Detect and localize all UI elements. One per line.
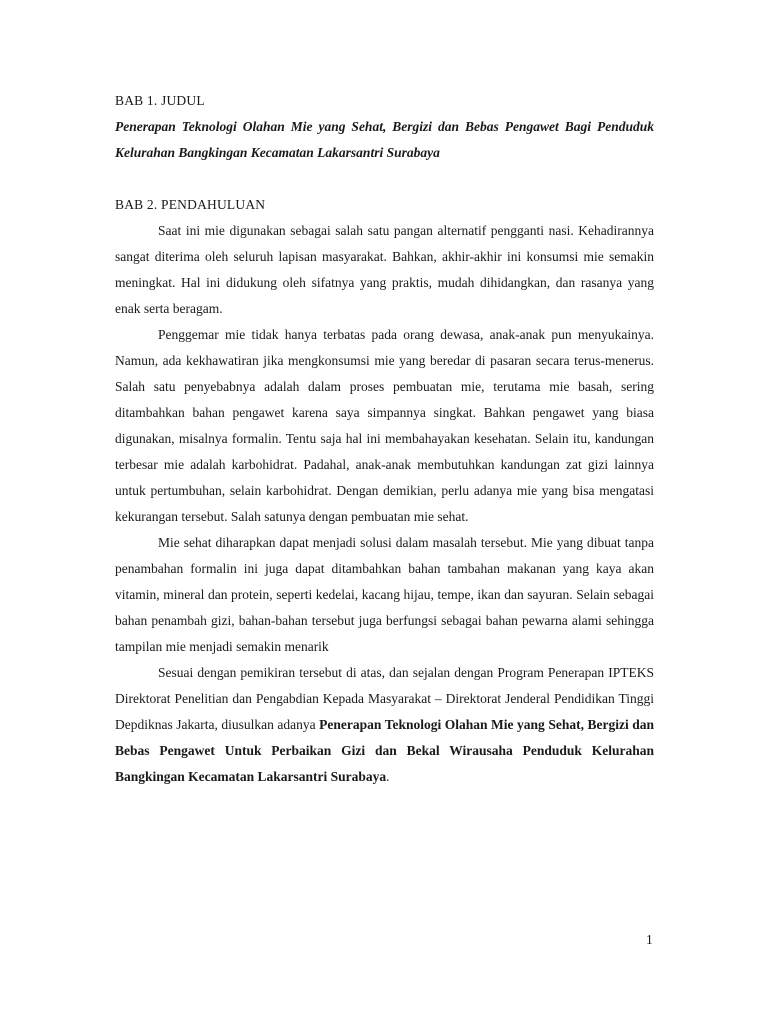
paragraph-4 xyxy=(115,660,654,790)
document-page xyxy=(115,88,654,790)
document-title: Penerapan Teknologi Olahan Mie yang Sehat, Bergizi dan Bebas Pengawet Bagi Penduduk Kelurahan Bangkingan Kecamatan Lakarsantri Surabaya xyxy=(115,119,654,160)
page-number: 1 xyxy=(646,932,653,947)
chapter-1-heading: BAB 1. JUDUL xyxy=(115,93,205,108)
paragraph-1: Saat ini mie digunakan sebagai salah satu pangan alternatif pengganti nasi. Kehadirannya sangat diterima oleh seluruh lapisan masyarakat. Bahkan, akhir-akhir ini konsumsi mie semakin meningkat. Hal ini didukung oleh sifatnya yang praktis, mudah dihidangkan, dan rasanya yang enak serta beragam. xyxy=(115,223,654,316)
paragraph-4-tail: . xyxy=(386,769,390,784)
paragraph-3: Mie sehat diharapkan dapat menjadi solusi dalam masalah tersebut. Mie yang dibuat tanpa penambahan formalin ini juga dapat ditambahkan bahan tambahan makanan yang kaya akan vitamin, mineral dan protein, seperti kedelai, kacang hijau, tempe, ikan dan sayuran. Selain sebagai bahan penambah gizi, bahan-bahan tersebut juga berfungsi sebagai bahan pewarna alami sehingga tampilan mie menjadi semakin menarik xyxy=(115,535,654,654)
section-spacer xyxy=(115,166,654,192)
paragraph-4-lead: Sesuai dengan pemikiran tersebut di atas, dan sejalan dengan Program Penerapan IPTEKS Direktorat Penelitian dan Pengabdian Kepada Masyarakat – Direktorat Jenderal Pendidikan Tinggi Depdiknas Jakarta, diusulkan adanya xyxy=(115,665,654,732)
chapter-2-heading: BAB 2. PENDAHULUAN xyxy=(115,197,266,212)
paragraph-2: Penggemar mie tidak hanya terbatas pada orang dewasa, anak-anak pun menyukainya. Namun, ada kekhawatiran jika mengkonsumsi mie yang beredar di pasaran secara terus-menerus. Salah satu penyebabnya adalah dalam proses pembuatan mie, terutama mie basah, sering ditambahkan bahan pengawet karena saya simpannya singkat. Bahkan pengawet yang biasa digunakan, misalnya formalin. Tentu saja hal ini membahayakan kesehatan. Selain itu, kandungan terbesar mie adalah karbohidrat. Padahal, anak-anak membutuhkan kandungan zat gizi lainnya untuk pertumbuhan, selain karbohidrat. Dengan demikian, perlu adanya mie yang bisa mengatasi kekurangan tersebut. Salah satunya dengan pembuatan mie sehat. xyxy=(115,327,654,524)
proposal-title-bold: Penerapan Teknologi Olahan Mie yang Sehat, Bergizi dan Bebas Pengawet Untuk Perbaikan Gizi dan Bekal Wirausaha Penduduk Kelurahan Bangkingan Kecamatan Lakarsantri Surabaya xyxy=(115,717,655,784)
